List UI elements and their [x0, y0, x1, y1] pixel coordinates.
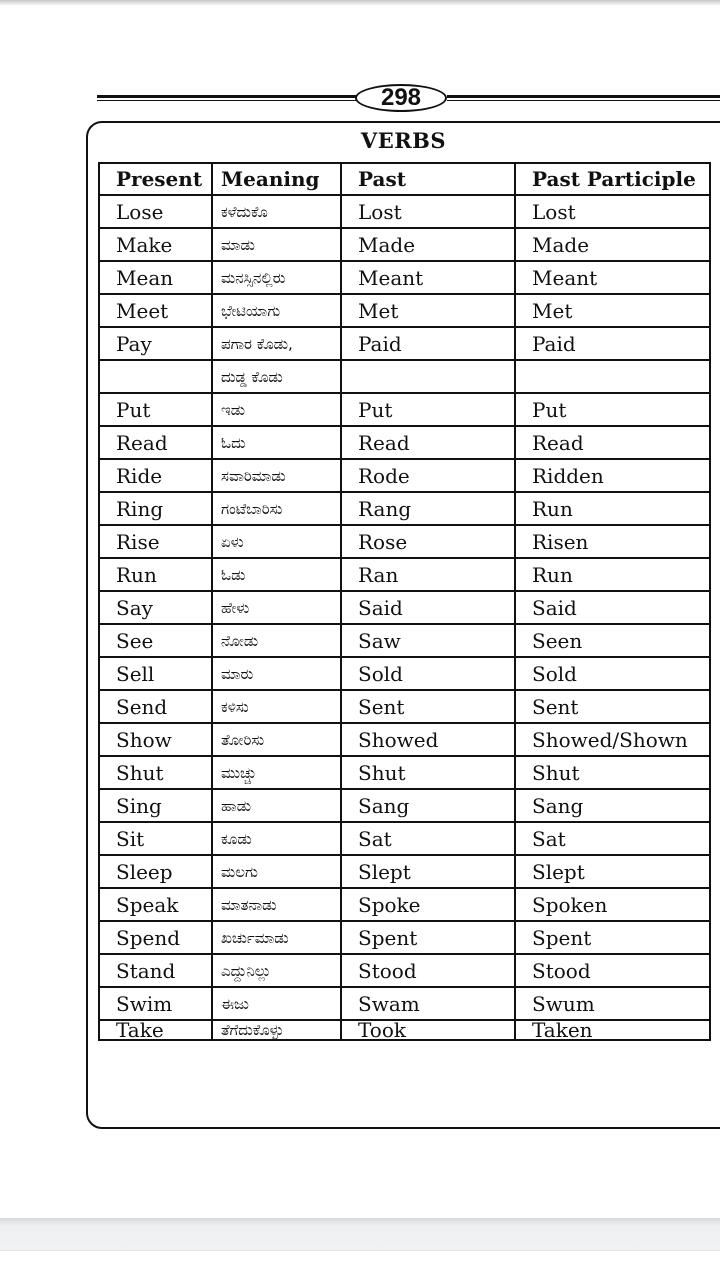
cell-present: Speak [99, 888, 212, 921]
table-row [99, 657, 710, 690]
table-row [99, 690, 710, 723]
cell-present: Put [99, 393, 212, 426]
header-double-rule-left [97, 95, 357, 101]
cell-past-participle: Risen [515, 525, 710, 558]
cell-meaning: ಹೇಳು [212, 591, 341, 624]
cell-past: Ran [341, 558, 515, 591]
table-row [99, 789, 710, 822]
column-header-present: Present [99, 163, 212, 195]
cell-meaning: ಮಾರು [212, 657, 341, 690]
cell-meaning: ಖರ್ಚುಮಾಡು [212, 921, 341, 954]
table-row [99, 360, 710, 393]
cell-past-participle: Read [515, 426, 710, 459]
verbs-table [98, 162, 711, 1041]
cell-meaning: ಕಳಿಸು [212, 690, 341, 723]
cell-meaning: ಮನಸ್ಸಿನಲ್ಲಿರು [212, 261, 341, 294]
page-number: 298 [355, 84, 447, 112]
cell-past: Rose [341, 525, 515, 558]
cell-past: Stood [341, 954, 515, 987]
cell-meaning: ಭೇಟಿಯಾಗು [212, 294, 341, 327]
table-row [99, 954, 710, 987]
column-header-past: Past [341, 163, 515, 195]
cell-present: Mean [99, 261, 212, 294]
cell-past-participle: Lost [515, 195, 710, 228]
cell-past: Made [341, 228, 515, 261]
cell-past-participle: Meant [515, 261, 710, 294]
cell-past-participle: Shut [515, 756, 710, 789]
cell-past: Sang [341, 789, 515, 822]
cell-present: Run [99, 558, 212, 591]
cell-meaning: ಹಾಡು [212, 789, 341, 822]
cell-meaning: ಕಳೆದುಕೊ [212, 195, 341, 228]
cell-past-participle: Sang [515, 789, 710, 822]
cell-past-participle: Swum [515, 987, 710, 1020]
cell-meaning: ಈಜು [212, 987, 341, 1020]
cell-meaning: ಮಾತನಾಡು [212, 888, 341, 921]
cell-past [341, 360, 515, 393]
table-row [99, 195, 710, 228]
cell-past-participle: Seen [515, 624, 710, 657]
table-row [99, 1020, 710, 1040]
cell-past-participle: Run [515, 492, 710, 525]
column-header-past-participle: Past Participle [515, 163, 710, 195]
table-row [99, 393, 710, 426]
table-row [99, 888, 710, 921]
cell-past: Rode [341, 459, 515, 492]
page-header [97, 84, 720, 116]
table-row [99, 624, 710, 657]
cell-past-participle: Showed/Shown [515, 723, 710, 756]
table-row [99, 822, 710, 855]
cell-present: Ring [99, 492, 212, 525]
cell-past-participle: Paid [515, 327, 710, 360]
cell-past: Sold [341, 657, 515, 690]
cell-past: Took [341, 1020, 515, 1040]
cell-meaning: ಮಾಡು [212, 228, 341, 261]
cell-present: Say [99, 591, 212, 624]
cell-present: Take [99, 1020, 212, 1040]
cell-meaning: ಮಲಗು [212, 855, 341, 888]
cell-meaning: ತೆಗೆದುಕೊಳ್ಳು [212, 1020, 341, 1040]
cell-meaning: ತೋರಿಸು [212, 723, 341, 756]
cell-present: Read [99, 426, 212, 459]
cell-past: Saw [341, 624, 515, 657]
cell-past-participle: Put [515, 393, 710, 426]
cell-past: Meant [341, 261, 515, 294]
cell-present: Shut [99, 756, 212, 789]
cell-past: Spent [341, 921, 515, 954]
table-row [99, 426, 710, 459]
cell-past: Shut [341, 756, 515, 789]
cell-present: Send [99, 690, 212, 723]
cell-past: Sat [341, 822, 515, 855]
cell-present: Rise [99, 525, 212, 558]
table-row [99, 558, 710, 591]
cell-present [99, 360, 212, 393]
cell-meaning: ಸವಾರಿಮಾಡು [212, 459, 341, 492]
table-row [99, 723, 710, 756]
cell-present: See [99, 624, 212, 657]
cell-past: Slept [341, 855, 515, 888]
cell-meaning: ಏಳು [212, 525, 341, 558]
cell-present: Meet [99, 294, 212, 327]
cell-present: Sit [99, 822, 212, 855]
cell-past-participle: Sold [515, 657, 710, 690]
cell-past: Said [341, 591, 515, 624]
cell-present: Pay [99, 327, 212, 360]
cell-past-participle: Met [515, 294, 710, 327]
cell-meaning: ದುಡ್ಡ ಕೊಡು [212, 360, 341, 393]
cell-past: Showed [341, 723, 515, 756]
cell-past-participle: Said [515, 591, 710, 624]
cell-past: Paid [341, 327, 515, 360]
cell-present: Ride [99, 459, 212, 492]
table-row [99, 492, 710, 525]
cell-past: Sent [341, 690, 515, 723]
cell-past: Rang [341, 492, 515, 525]
cell-past: Spoke [341, 888, 515, 921]
cell-meaning: ಓಡು [212, 558, 341, 591]
cell-past-participle [515, 360, 710, 393]
table-row [99, 921, 710, 954]
cell-past-participle: Slept [515, 855, 710, 888]
cell-meaning: ಗಂಟೆಬಾರಿಸು [212, 492, 341, 525]
cell-meaning: ಇಡು [212, 393, 341, 426]
table-row [99, 327, 710, 360]
table-row [99, 294, 710, 327]
table-row [99, 459, 710, 492]
column-header-meaning: Meaning [212, 163, 341, 195]
cell-present: Show [99, 723, 212, 756]
table-row [99, 525, 710, 558]
cell-past-participle: Spoken [515, 888, 710, 921]
viewer-top-edge [0, 0, 720, 6]
table-body [99, 195, 710, 1040]
cell-past-participle: Taken [515, 1020, 710, 1040]
cell-past-participle: Ridden [515, 459, 710, 492]
table-row [99, 228, 710, 261]
cell-present: Stand [99, 954, 212, 987]
cell-meaning: ಪಗಾರ ಕೊಡು, [212, 327, 341, 360]
cell-meaning: ಕೂಡು [212, 822, 341, 855]
table-row [99, 591, 710, 624]
cell-meaning: ಓದು [212, 426, 341, 459]
cell-past-participle: Made [515, 228, 710, 261]
cell-past: Put [341, 393, 515, 426]
table-row [99, 261, 710, 294]
cell-present: Sleep [99, 855, 212, 888]
cell-meaning: ನೋಡು [212, 624, 341, 657]
cell-present: Spend [99, 921, 212, 954]
cell-past: Met [341, 294, 515, 327]
cell-past: Lost [341, 195, 515, 228]
cell-past-participle: Sent [515, 690, 710, 723]
table-title: VERBS [360, 128, 447, 153]
cell-present: Swim [99, 987, 212, 1020]
table-row [99, 987, 710, 1020]
cell-present: Lose [99, 195, 212, 228]
viewer-bottom-bar [0, 1218, 720, 1251]
cell-meaning: ಎದ್ದುನಿಲ್ಲು [212, 954, 341, 987]
cell-meaning: ಮುಚ್ಚು [212, 756, 341, 789]
table-row [99, 756, 710, 789]
cell-present: Sing [99, 789, 212, 822]
cell-past: Swam [341, 987, 515, 1020]
cell-past-participle: Stood [515, 954, 710, 987]
table-header-row [99, 163, 710, 195]
header-double-rule-right [447, 95, 720, 101]
cell-past-participle: Spent [515, 921, 710, 954]
cell-past-participle: Run [515, 558, 710, 591]
cell-past: Read [341, 426, 515, 459]
cell-present: Make [99, 228, 212, 261]
cell-present: Sell [99, 657, 212, 690]
table-row [99, 855, 710, 888]
cell-past-participle: Sat [515, 822, 710, 855]
